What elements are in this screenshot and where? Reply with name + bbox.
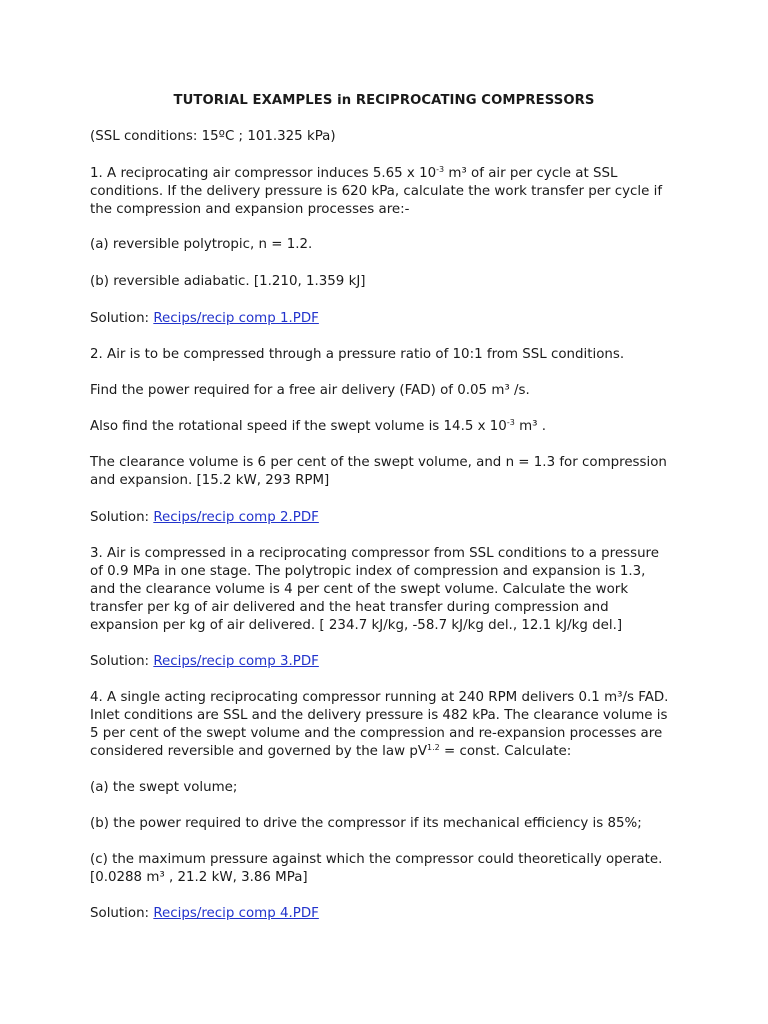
q3-line-2: of 0.9 MPa in one stage. The polytropic index of compression and expansion is 1.3, xyxy=(90,564,646,579)
q4-solution-link[interactable]: Recips/recip comp 4.PDF xyxy=(153,906,319,921)
q2-line-4: The clearance volume is 6 per cent of the swept volume, and n = 1.3 for compression xyxy=(90,455,667,470)
q3-line-1: 3. Air is compressed in a reciprocating compressor from SSL conditions to a pressure xyxy=(90,546,660,561)
q3-line-3: and the clearance volume is 4 per cent of the swept volume. Calculate the work xyxy=(90,582,629,597)
q2-solution: Solution: Recips/recip comp 2.PDF xyxy=(90,510,319,525)
q1-part-b: (b) reversible adiabatic. [1.210, 1.359 kJ] xyxy=(90,274,366,289)
q2-line-2: Find the power required for a free air delivery (FAD) of 0.05 m³ /s. xyxy=(90,383,530,398)
q1-part-a: (a) reversible polytropic, n = 1.2. xyxy=(90,237,313,252)
q4-part-c: (c) the maximum pressure against which the compressor could theoretically operate. xyxy=(90,852,663,867)
q2-line-5: and expansion. [15.2 kW, 293 RPM] xyxy=(90,473,330,488)
q4-solution: Solution: Recips/recip comp 4.PDF xyxy=(90,906,319,921)
q2-line-3: Also find the rotational speed if the swept volume is 14.5 x $10^{-3}$ m³ . xyxy=(90,418,546,434)
q2-line-1: 2. Air is to be compressed through a pressure ratio of 10:1 from SSL conditions. xyxy=(90,347,625,362)
q1-line-3: the compression and expansion processes are:- xyxy=(90,202,410,217)
q4-line-4: considered reversible and governed by the law $pV^{1.2}$ = const. Calculate: xyxy=(90,743,572,759)
q2-solution-link[interactable]: Recips/recip comp 2.PDF xyxy=(153,510,319,525)
q4-part-a: (a) the swept volume; xyxy=(90,780,238,795)
q1-line-2: conditions. If the delivery pressure is 620 kPa, calculate the work transfer per cycle if xyxy=(90,184,663,199)
q1-line-1: 1. A reciprocating air compressor induces 5.65 x $10^{-3}$ m³ of air per cycle at SSL xyxy=(90,165,618,181)
q4-line-2: Inlet conditions are SSL and the delivery pressure is 482 kPa. The clearance volume is xyxy=(90,708,668,723)
q1-solution: Solution: Recips/recip comp 1.PDF xyxy=(90,311,319,326)
q1-solution-link[interactable]: Recips/recip comp 1.PDF xyxy=(153,311,319,326)
q4-line-1: 4. A single acting reciprocating compressor running at 240 RPM delivers 0.1 m³/s FAD. xyxy=(90,690,669,705)
q3-line-4: transfer per kg of air delivered and the heat transfer during compression and xyxy=(90,600,609,615)
q3-solution-link[interactable]: Recips/recip comp 3.PDF xyxy=(153,654,319,669)
q3-solution: Solution: Recips/recip comp 3.PDF xyxy=(90,654,319,669)
ssl-conditions: (SSL conditions: 15ºC ; 101.325 kPa) xyxy=(90,129,336,144)
q4-answers: [0.0288 m³ , 21.2 kW, 3.86 MPa] xyxy=(90,870,308,885)
q4-part-b: (b) the power required to drive the compressor if its mechanical efficiency is 85%; xyxy=(90,816,642,831)
page-title: TUTORIAL EXAMPLES in RECIPROCATING COMPRESSORS xyxy=(173,93,595,108)
q3-line-5: expansion per kg of air delivered. [ 234.7 kJ/kg, -58.7 kJ/kg del., 12.1 kJ/kg del.] xyxy=(90,618,623,633)
q4-line-3: 5 per cent of the swept volume and the compression and re-expansion processes are xyxy=(90,726,663,741)
